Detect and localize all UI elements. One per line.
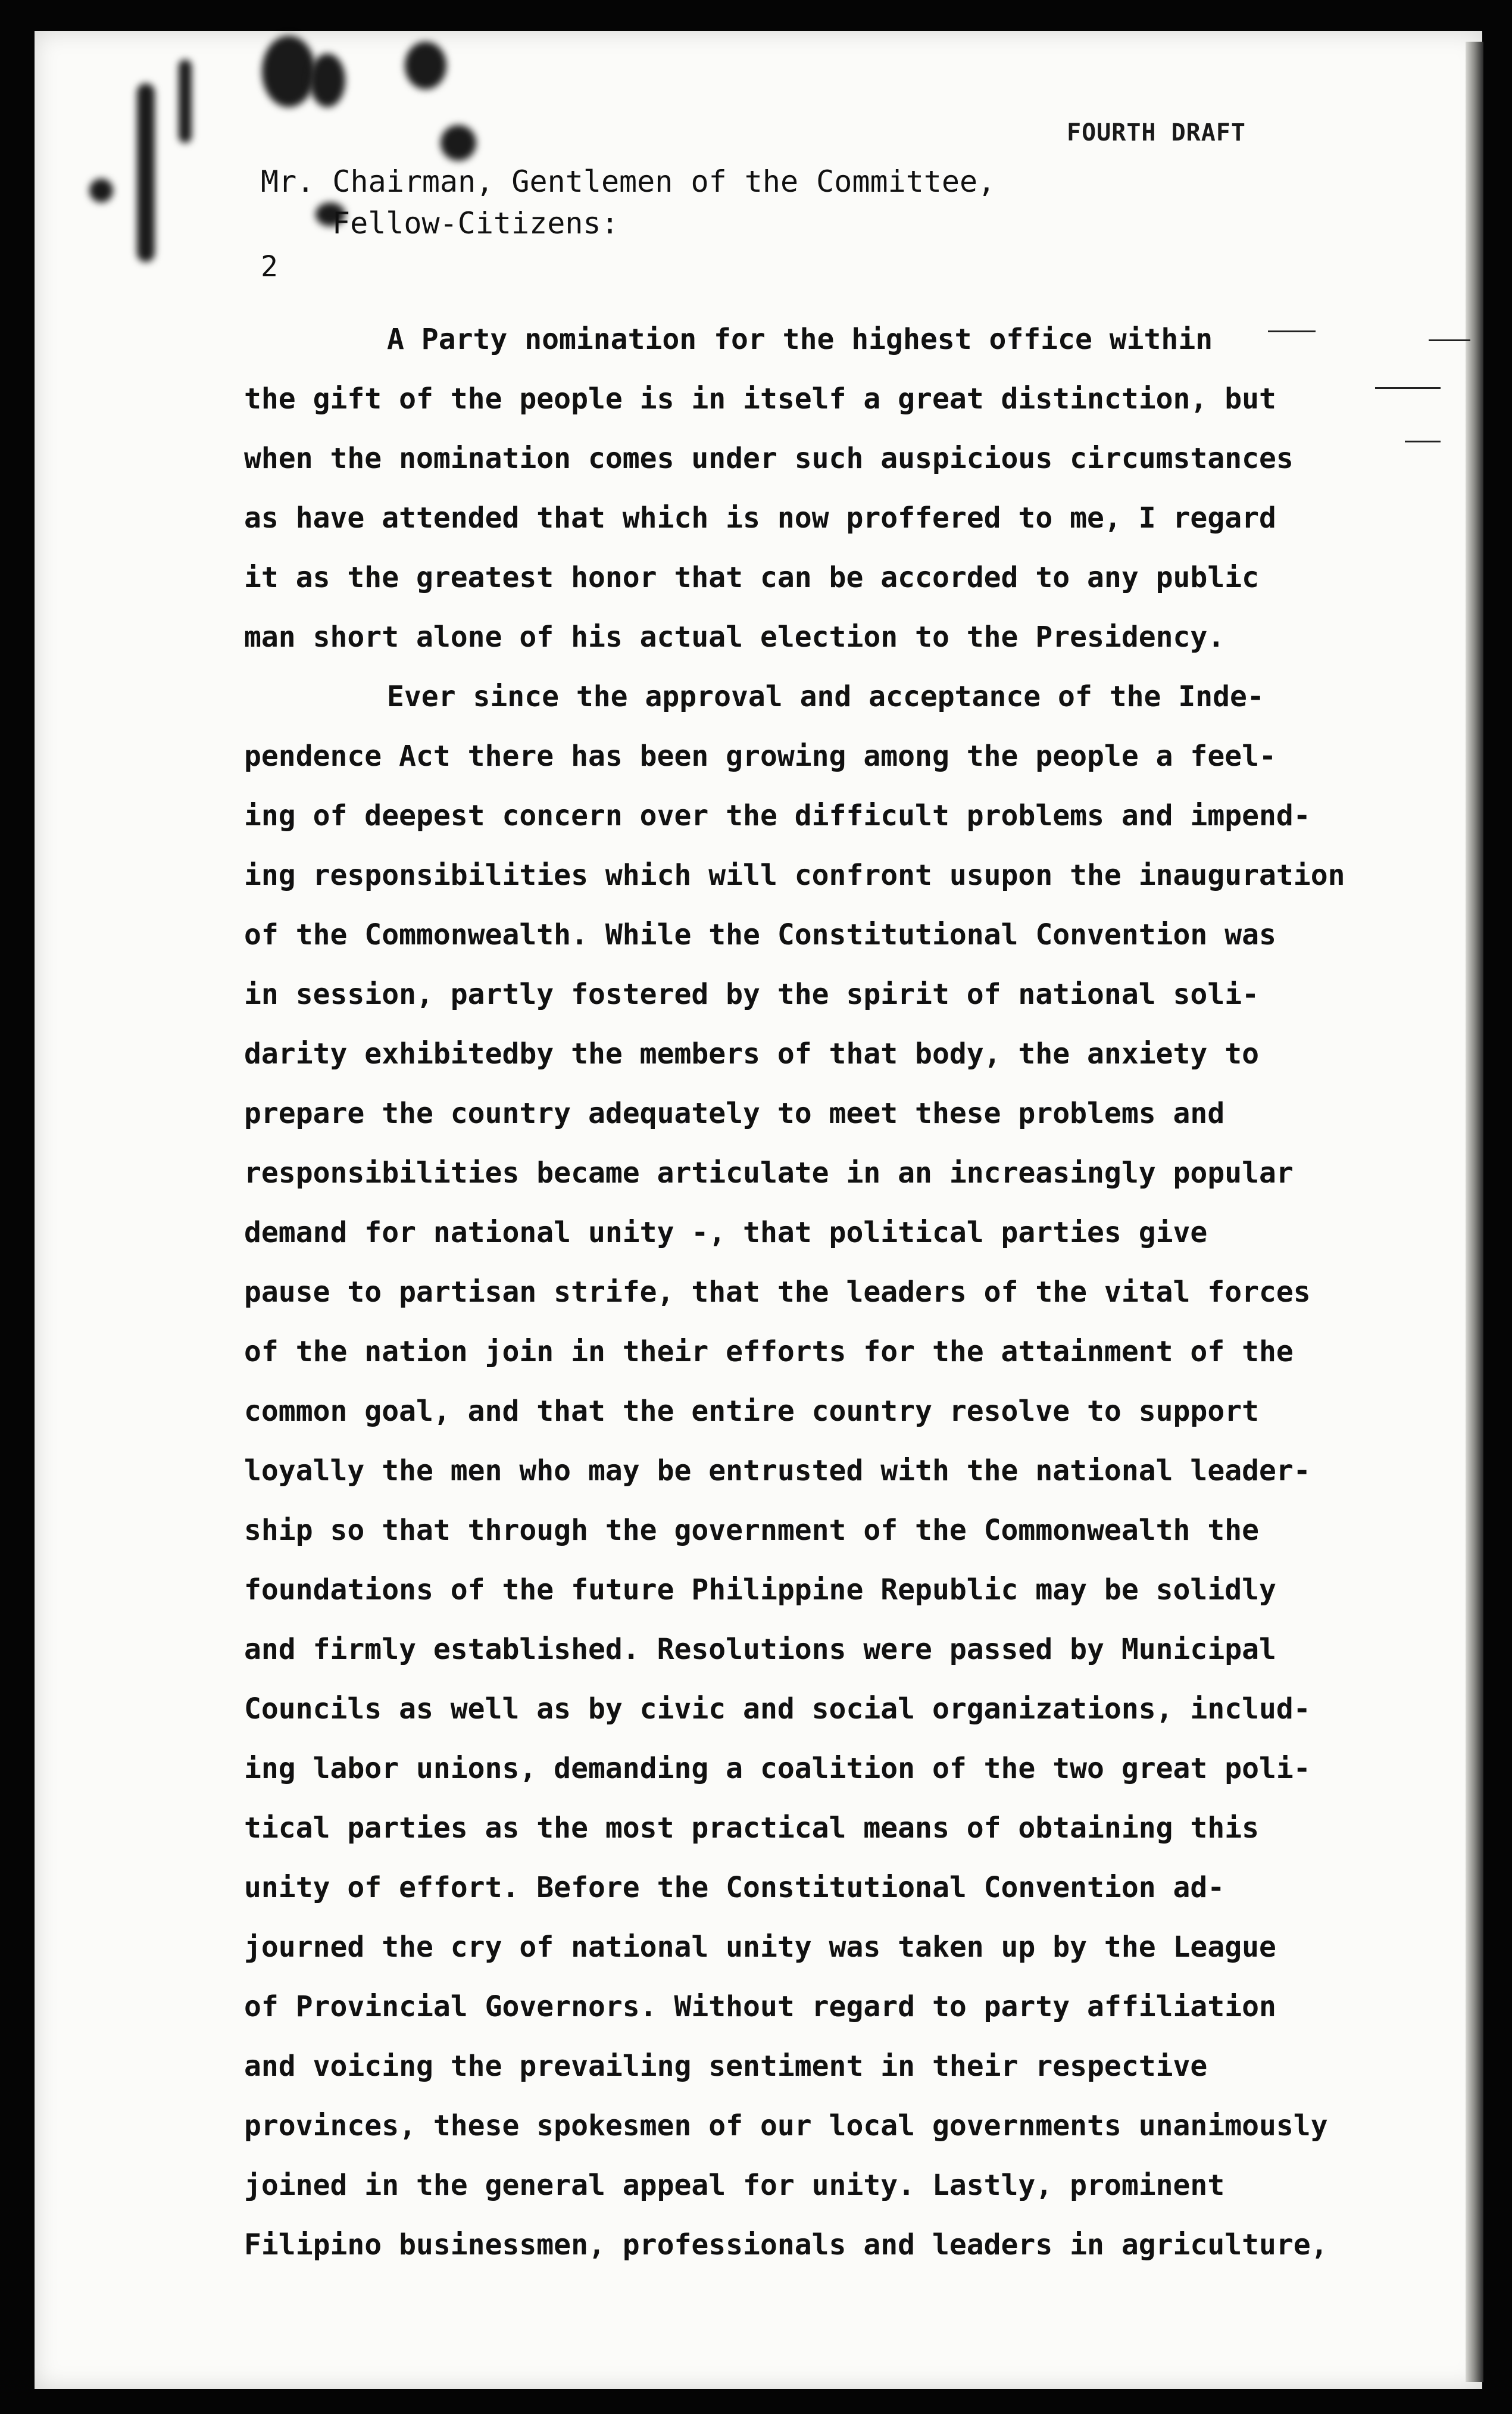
salutation-line-1: Mr. Chairman, Gentlemen of the Committee,	[261, 164, 996, 199]
salutation-line-2: Fellow-Citizens:	[332, 206, 619, 241]
body-line: responsibilities became articulate in an increasingly popular	[244, 1156, 1294, 1190]
body-line: A Party nomination for the highest office within	[387, 323, 1213, 356]
body-line: prepare the country adequately to meet these problems and	[244, 1097, 1225, 1130]
body-line: provinces, these spokesmen of our local governments unanimously	[244, 2109, 1328, 2142]
salutation	[261, 161, 995, 244]
body-line: pendence Act there has been growing among the people a feel-	[244, 740, 1276, 773]
body-line: ing labor unions, demanding a coalition of the two great poli-	[244, 1752, 1311, 1785]
page-number: 2	[261, 250, 278, 283]
ink-blot	[89, 179, 113, 202]
margin-mark	[1429, 339, 1470, 341]
draft-label: FOURTH DRAFT	[1067, 119, 1246, 146]
margin-mark	[1268, 330, 1316, 332]
body-line: and voicing the prevailing sentiment in their respective	[244, 2050, 1208, 2083]
ink-blot	[179, 60, 192, 143]
body-line: of Provincial Governors. Without regard to party affiliation	[244, 1990, 1276, 2023]
body-line: common goal, and that the entire country resolve to support	[244, 1395, 1260, 1428]
body-line: and firmly established. Resolutions were passed by Municipal	[244, 1633, 1276, 1666]
body-line: Filipino businessmen, professionals and leaders in agriculture,	[244, 2228, 1328, 2262]
ink-blot	[262, 36, 315, 107]
ink-blot	[441, 125, 476, 161]
body-line: darity exhibitedby the members of that body, the anxiety to	[244, 1037, 1260, 1071]
ink-blot	[310, 54, 345, 107]
body-line: ing responsibilities which will confront usupon the inauguration	[244, 859, 1345, 892]
body-line: it as the greatest honor that can be accorded to any public	[244, 561, 1260, 594]
body-line: pause to partisan strife, that the leaders of the vital forces	[244, 1275, 1311, 1309]
margin-mark	[1405, 441, 1441, 442]
ink-blot	[137, 83, 155, 262]
body-line: of the nation join in their efforts for the attainment of the	[244, 1335, 1294, 1368]
body-line: Ever since the approval and acceptance of the Inde-	[387, 680, 1264, 713]
body-line: as have attended that which is now proffered to me, I regard	[244, 501, 1276, 535]
body-line: man short alone of his actual election to the Presidency.	[244, 620, 1225, 654]
body-line: foundations of the future Philippine Republic may be solidly	[244, 1573, 1276, 1607]
body-text	[244, 310, 1411, 2275]
margin-mark	[1375, 387, 1441, 389]
body-line: joined in the general appeal for unity. Lastly, prominent	[244, 2169, 1225, 2202]
page-edge-shadow	[1466, 42, 1483, 2382]
body-line: the gift of the people is in itself a great distinction, but	[244, 382, 1276, 416]
body-line: demand for national unity -, that political parties give	[244, 1216, 1208, 1249]
body-line: tical parties as the most practical means of obtaining this	[244, 1811, 1260, 1845]
body-line: in session, partly fostered by the spirit of national soli-	[244, 978, 1260, 1011]
body-line: ing of deepest concern over the difficult problems and impend-	[244, 799, 1311, 832]
body-line: Councils as well as by civic and social organizations, includ-	[244, 1692, 1311, 1726]
body-line: of the Commonwealth. While the Constitutional Convention was	[244, 918, 1276, 952]
body-line: ship so that through the government of the Commonwealth the	[244, 1514, 1260, 1547]
body-line: when the nomination comes under such auspicious circumstances	[244, 442, 1294, 475]
body-line: journed the cry of national unity was taken up by the League	[244, 1930, 1276, 1964]
body-line: unity of effort. Before the Constitutional Convention ad-	[244, 1871, 1225, 1904]
body-line: loyally the men who may be entrusted with the national leader-	[244, 1454, 1311, 1487]
ink-blot	[405, 42, 446, 89]
